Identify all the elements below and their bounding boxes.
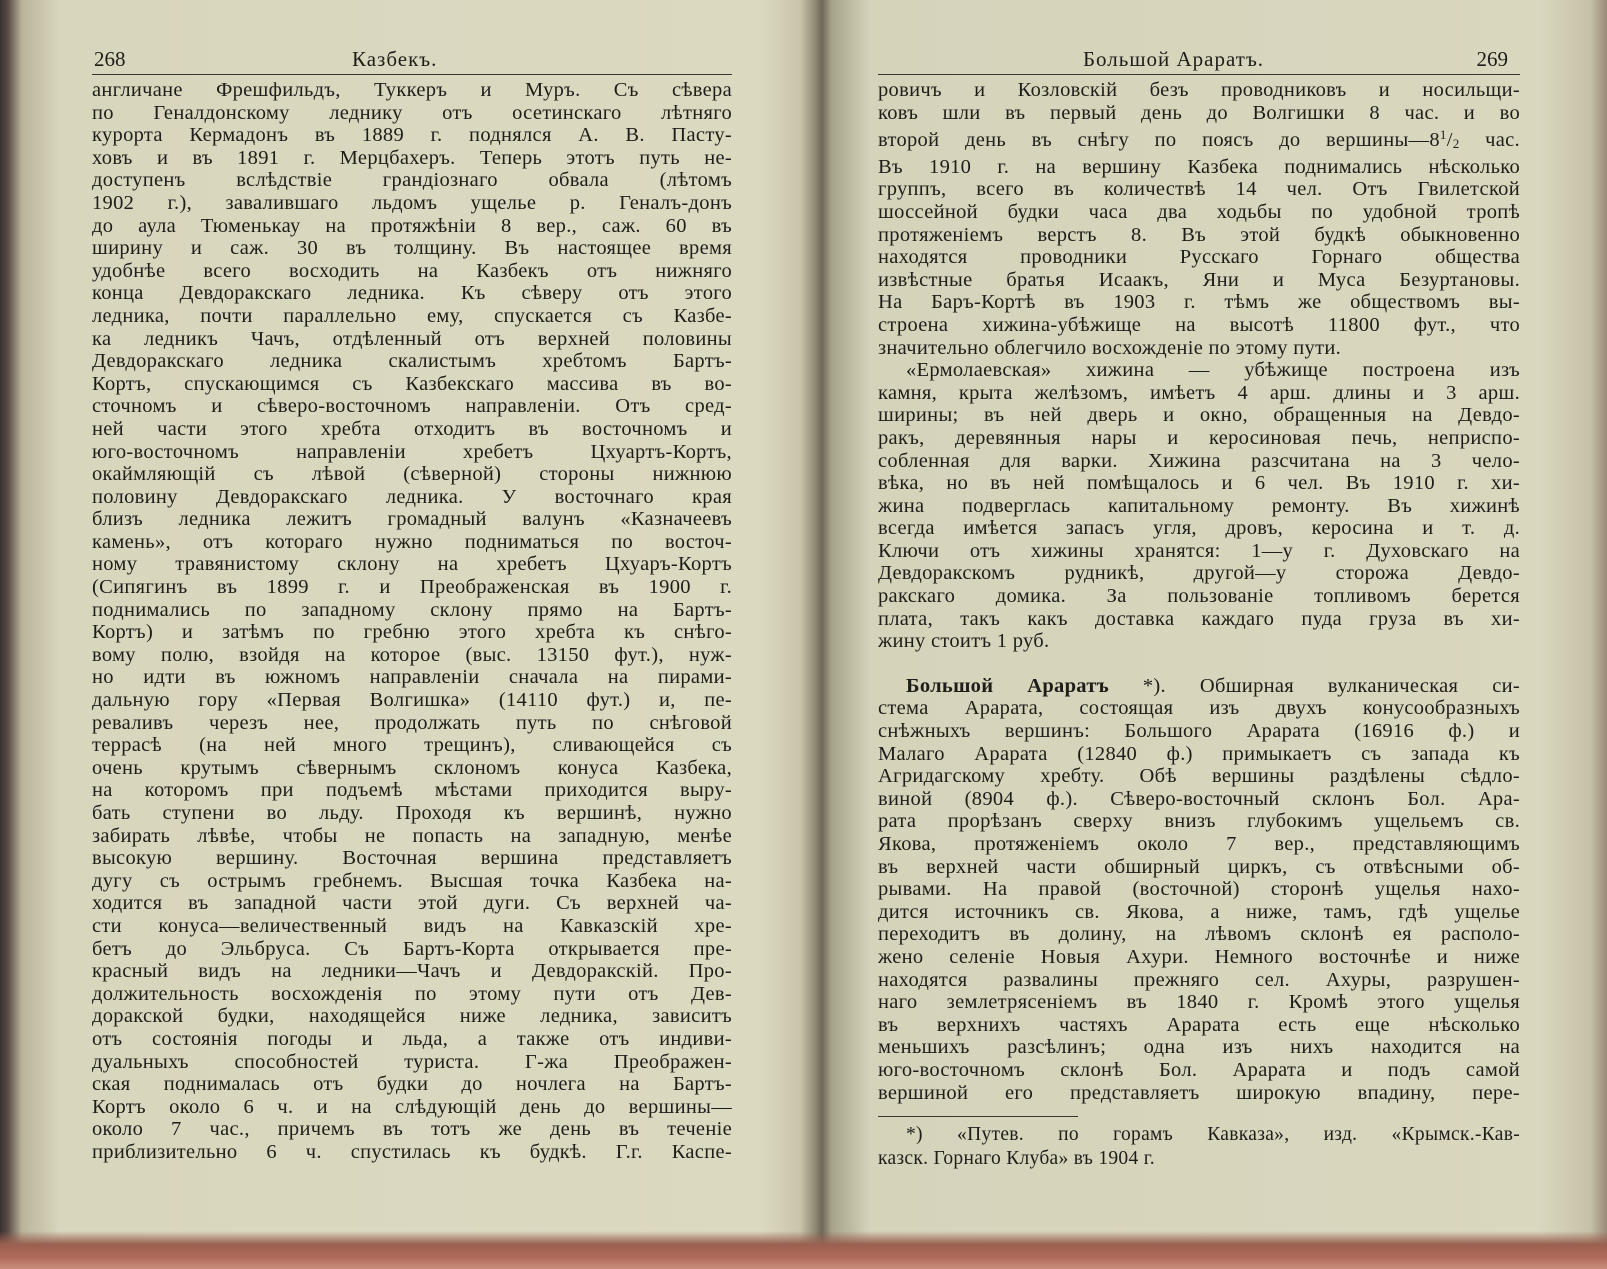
paragraph-line: доступенъ вслѣдствіе грандіознаго обвала (лѣтомъ <box>92 169 732 192</box>
fraction-denominator: 2 <box>1452 136 1460 152</box>
paragraph-line: всегда имѣется запасъ угля, дровъ, керосина и т. д. <box>878 517 1520 540</box>
paragraph-line: Кортъ, спускающимся съ Казбекскаго массива въ во- <box>92 372 732 395</box>
paragraph-line: реваливъ черезъ нее, продолжать путь по снѣговой <box>92 711 732 734</box>
paragraph-text: . Обширная вулканическая си- <box>1160 674 1520 697</box>
fraction-numerator: 1 <box>1439 127 1447 143</box>
paragraph-line: очень крутымъ сѣвернымъ склономъ конуса Казбека, <box>92 756 732 779</box>
paragraph-line: удобнѣе всего восходить на Казбекъ отъ нижняго <box>92 259 732 282</box>
paragraph-line: курорта Кермадонъ въ 1889 г. поднялся А. В. Пасту- <box>92 124 732 147</box>
paragraph-line: террасѣ (на ней много трещинъ), сливающейся съ <box>92 734 732 757</box>
paragraph-line: извѣстные братья Исаакъ, Яни и Муса Безуртановы. <box>878 268 1520 291</box>
paragraph-line: ходится въ западной части этой дуги. Съ верхней ча- <box>92 892 732 915</box>
page-number: 268 <box>94 47 126 71</box>
paragraph-line: «Ермолаевская» хижина — убѣжище построена изъ <box>906 359 1520 382</box>
paragraph-line: дуальныхъ способностей туриста. Г-жа Преображен- <box>92 1050 732 1073</box>
paragraph <box>878 697 1520 1104</box>
paragraph-line: строена хижина-убѣжище на высотѣ 11800 фут., что <box>878 313 1520 336</box>
paragraph-line: окаймляющій съ лѣвой (сѣверной) стороны нижнюю <box>92 463 732 486</box>
paragraph-line: ковъ шли въ первый день до Волгишки 8 час. и во <box>878 101 1520 124</box>
paragraph-line: меньшихъ разсѣлинъ; одна изъ нихъ находится на <box>878 1036 1520 1059</box>
paragraph-line: Кортъ около 6 ч. и на слѣдующій день до вершины— <box>92 1095 732 1118</box>
paragraph-line: вершиной его представляетъ широкую впадину, пере- <box>878 1081 1520 1104</box>
paragraph-line: дугу съ острымъ гребнемъ. Высшая точка Казбека на- <box>92 869 732 892</box>
paragraph-line: На Баръ-Кортѣ въ 1903 г. тѣмъ же обществомъ вы- <box>878 291 1520 314</box>
paragraph-line: Агридагскому хребту. Обѣ вершины раздѣлены сѣдло- <box>878 765 1520 788</box>
paragraph-line: стема Арарата, состоящая изъ двухъ конусообразныхъ <box>878 697 1520 720</box>
paragraph-line: поднимались по западному склону прямо на Бартъ- <box>92 598 732 621</box>
paragraph-line: близъ ледника лежитъ громадный валунъ «Казначеевъ <box>92 508 732 531</box>
paragraph-line: около 7 час., причемъ въ тотъ же день въ теченіе <box>92 1118 732 1141</box>
paragraph-line: шоссейной будки часа два ходьбы по удобной тропѣ <box>878 200 1520 223</box>
paragraph-line: находятся развалины прежняго сел. Ахуры, разрушен- <box>878 968 1520 991</box>
paragraph-line: красный видъ на ледники—Чачъ и Девдоракскій. Про- <box>92 960 732 983</box>
paragraph <box>878 359 1520 653</box>
paragraph-line: доракской будки, находящейся ниже ледника, зависитъ <box>92 1005 732 1028</box>
paragraph-line: Якова, протяженіемъ около 7 вер., представляющимъ <box>878 833 1520 855</box>
paragraph-line: ледника, почти параллельно ему, спускается съ Казбе- <box>92 304 732 327</box>
right-page <box>878 18 1520 1171</box>
paragraph-line: половину Девдоракскаго ледника. У восточнаго края <box>92 485 732 508</box>
paragraph-line: Девдоракскаго ледника скалистымъ хребтомъ Бартъ- <box>92 350 732 373</box>
footnote-divider <box>878 1116 1078 1117</box>
paragraph-line: жину стоитъ 1 руб. <box>878 630 1050 653</box>
paragraph-line: находятся проводники Русскаго Горнаго общества <box>878 246 1520 269</box>
paragraph-line: Ключи отъ хижины хранятся: 1—у г. Духовскаго на <box>878 539 1520 562</box>
paragraph-line: должительность восхожденія по этому пути отъ Дев- <box>92 982 732 1005</box>
paragraph-line: ному травянистому склону на хребетъ Цхуаръ-Кортъ <box>92 553 732 576</box>
paragraph-line: на которомъ при подъемѣ мѣстами приходится выру- <box>92 779 732 802</box>
paragraph-line: плата, такъ какъ доставка каждаго пуда груза въ хи- <box>878 607 1520 630</box>
paragraph-line: дится источникъ св. Якова, а ниже, тамъ, гдѣ ущелье <box>878 900 1520 923</box>
paragraph-line: (Сипягинъ въ 1899 г. и Преображенская въ 1900 г. <box>92 576 732 599</box>
paragraph-line: ней части этого хребта отходитъ въ восточномъ и <box>92 417 732 440</box>
right-page-body <box>878 79 1520 1171</box>
paragraph-line: въ верхнихъ частяхъ Арарата есть еще нѣсколько <box>878 1013 1520 1036</box>
paragraph-line: переходитъ въ долину, на лѣвомъ склонѣ ея располо- <box>878 923 1520 946</box>
paragraph-line: вѣка, но въ ней помѣщалось и 6 чел. Въ 1910 г. хи- <box>878 472 1520 495</box>
paragraph-line: ширину и саж. 30 въ толщину. Въ настоящее время <box>92 237 732 260</box>
paragraph-line: протяженіемъ верстъ 8. Въ этой будкѣ обыкновенно <box>878 223 1520 246</box>
paragraph-line: жина подверглась капитальному ремонту. Въ хижинѣ <box>878 494 1520 517</box>
paragraph-line: до аула Тюменькау на протяжѣніи 8 вер., саж. 60 въ <box>92 214 732 237</box>
left-page-body <box>92 79 732 1164</box>
paragraph-line: наго землетрясеніемъ въ 1840 г. Кромѣ этого ущелья <box>878 991 1520 1014</box>
paragraph-line: группъ, всего въ количествѣ 14 чел. Отъ Гвилетской <box>878 178 1520 201</box>
paragraph <box>878 79 1520 359</box>
page-number: 269 <box>1476 47 1508 71</box>
section-title: Большой Араратъ <box>906 674 1109 697</box>
paragraph-line: *) «Путев. по горамъ Кавказа», изд. «Крымск.-Кав- <box>906 1124 1520 1146</box>
paragraph-line: высокую вершину. Восточная вершина представляетъ <box>92 847 732 870</box>
left-page <box>92 18 732 1164</box>
paragraph-line: ка ледникъ Чачъ, отдѣленный отъ верхней половины <box>92 327 732 350</box>
footnote <box>878 1123 1520 1171</box>
paragraph-line: второй день въ снѣгу по поясъ до $вершины—8^1/2$ час. <box>878 127 1520 152</box>
paragraph-line: ровичъ и Козловскій безъ проводниковъ и носильщи- <box>878 79 1520 101</box>
paragraph-line: собленная для варки. Хижина разсчитана на 3 чело- <box>878 449 1520 472</box>
paragraph-line: ракъ, деревянныя нары и керосиновая печь, неприспо- <box>878 426 1520 449</box>
paragraph-line: въ верхней части обширный циркъ, съ отвѣсными об- <box>878 855 1520 878</box>
paragraph-line: ская поднималась отъ будки до ночлега на Бартъ- <box>92 1073 732 1096</box>
paragraph-line <box>878 675 1520 698</box>
paragraph-line: вому полю, взойдя на которое (выс. 13150 фут.), нуж- <box>92 643 732 666</box>
paragraph-line: казск. Горнаго Клуба» въ 1904 г. <box>878 1148 1155 1170</box>
book-edge <box>0 1231 1607 1269</box>
running-head: Большой Араратъ. <box>1083 47 1265 71</box>
paragraph-line: Кортъ) и затѣмъ по гребню этого хребта къ снѣго- <box>92 621 732 644</box>
paragraph-line: по Генaлдонскому леднику отъ осетинскаго лѣтняго <box>92 101 732 124</box>
paragraph-line: бать ступени во льду. Проходя къ вершинѣ, нужно <box>92 802 732 824</box>
paragraph-line: рывами. На правой (восточной) сторонѣ ущелья нахо- <box>878 878 1520 901</box>
paragraph-line: значительно облегчило восхожденіе по этому пути. <box>878 336 1342 359</box>
paragraph-line: бетъ до Эльбруса. Съ Бартъ-Корта открывается пре- <box>92 937 732 960</box>
paragraph-line: жено селеніе Новыя Ахури. Немного восточнѣе и ниже <box>878 945 1520 968</box>
paragraph-line: виной (8904 ф.). Сѣверо-восточный склонъ Бол. Ара- <box>878 787 1520 810</box>
running-head: Казбекъ. <box>352 47 438 71</box>
fraction-suffix: час. <box>1459 129 1520 152</box>
paragraph-line: дальную гору «Первая Волгишка» (14110 фут.) и, пе- <box>92 689 732 712</box>
paragraph-line: но идти въ южномъ направленіи сначала на пирами- <box>92 666 732 689</box>
paragraph-line: камня, крыта желѣзомъ, имѣетъ 4 арш. длины и 3 арш. <box>878 381 1520 404</box>
paragraph-line: юго-восточномъ склонѣ Бол. Арарата и подъ самой <box>878 1058 1520 1081</box>
paragraph-line: сточномъ и сѣверо-восточномъ направленіи. Отъ сред- <box>92 395 732 418</box>
paragraph-line: Малаго Арарата (12840 ф.) примыкаетъ съ запада къ <box>878 742 1520 765</box>
paragraph-line: Въ 1910 г. на вершину Казбека поднимались нѣсколько <box>878 155 1520 178</box>
paragraph-line: ховъ и въ 1891 г. Мерцбахеръ. Теперь этотъ путь не- <box>92 146 732 169</box>
paragraph-line: англичане Фрешфильдъ, Туккеръ и Муръ. Съ сѣвера <box>92 79 732 101</box>
paragraph-line: конца Девдоракскаго ледника. Къ сѣверу отъ этого <box>92 282 732 305</box>
paragraph-line: отъ состоянія погоды и льда, а также отъ индиви- <box>92 1027 732 1050</box>
paragraph-line: забирать лѣвѣе, чтобы не попасть на западную, менѣе <box>92 824 732 847</box>
footnote-mark: *) <box>1108 674 1161 697</box>
paragraph-line: сти конуса—величественный видъ на Кавказскій хре- <box>92 914 732 937</box>
paragraph-line: приблизительно 6 ч. спустилась къ будкѣ. Г.г. Каспе- <box>92 1140 732 1163</box>
paragraph-line: камень», отъ котораго нужно подниматься по восточ- <box>92 530 732 553</box>
left-page-header <box>92 18 732 75</box>
paragraph-line: ширины; въ ней дверь и окно, обращенныя на Девдо- <box>878 404 1520 427</box>
right-page-header <box>878 18 1520 75</box>
paragraph-line: рата прорѣзанъ сверху внизъ глубокимъ ущельемъ св. <box>878 810 1520 833</box>
paragraph-line: 1902 г.), завалившаго льдомъ ущелье р. Геналъ-донъ <box>92 191 732 214</box>
paragraph-line: ракскаго домика. За пользованіе топливомъ берется <box>878 585 1520 608</box>
paragraph-line: снѣжныхъ вершинъ: Большого Арарата (16916 ф.) и <box>878 720 1520 743</box>
paragraph-line: юго-восточномъ направленіи хребетъ Цхуартъ-Кортъ, <box>92 440 732 463</box>
paragraph-line: Девдоракскомъ рудникѣ, другой—у сторожа Девдо- <box>878 562 1520 585</box>
